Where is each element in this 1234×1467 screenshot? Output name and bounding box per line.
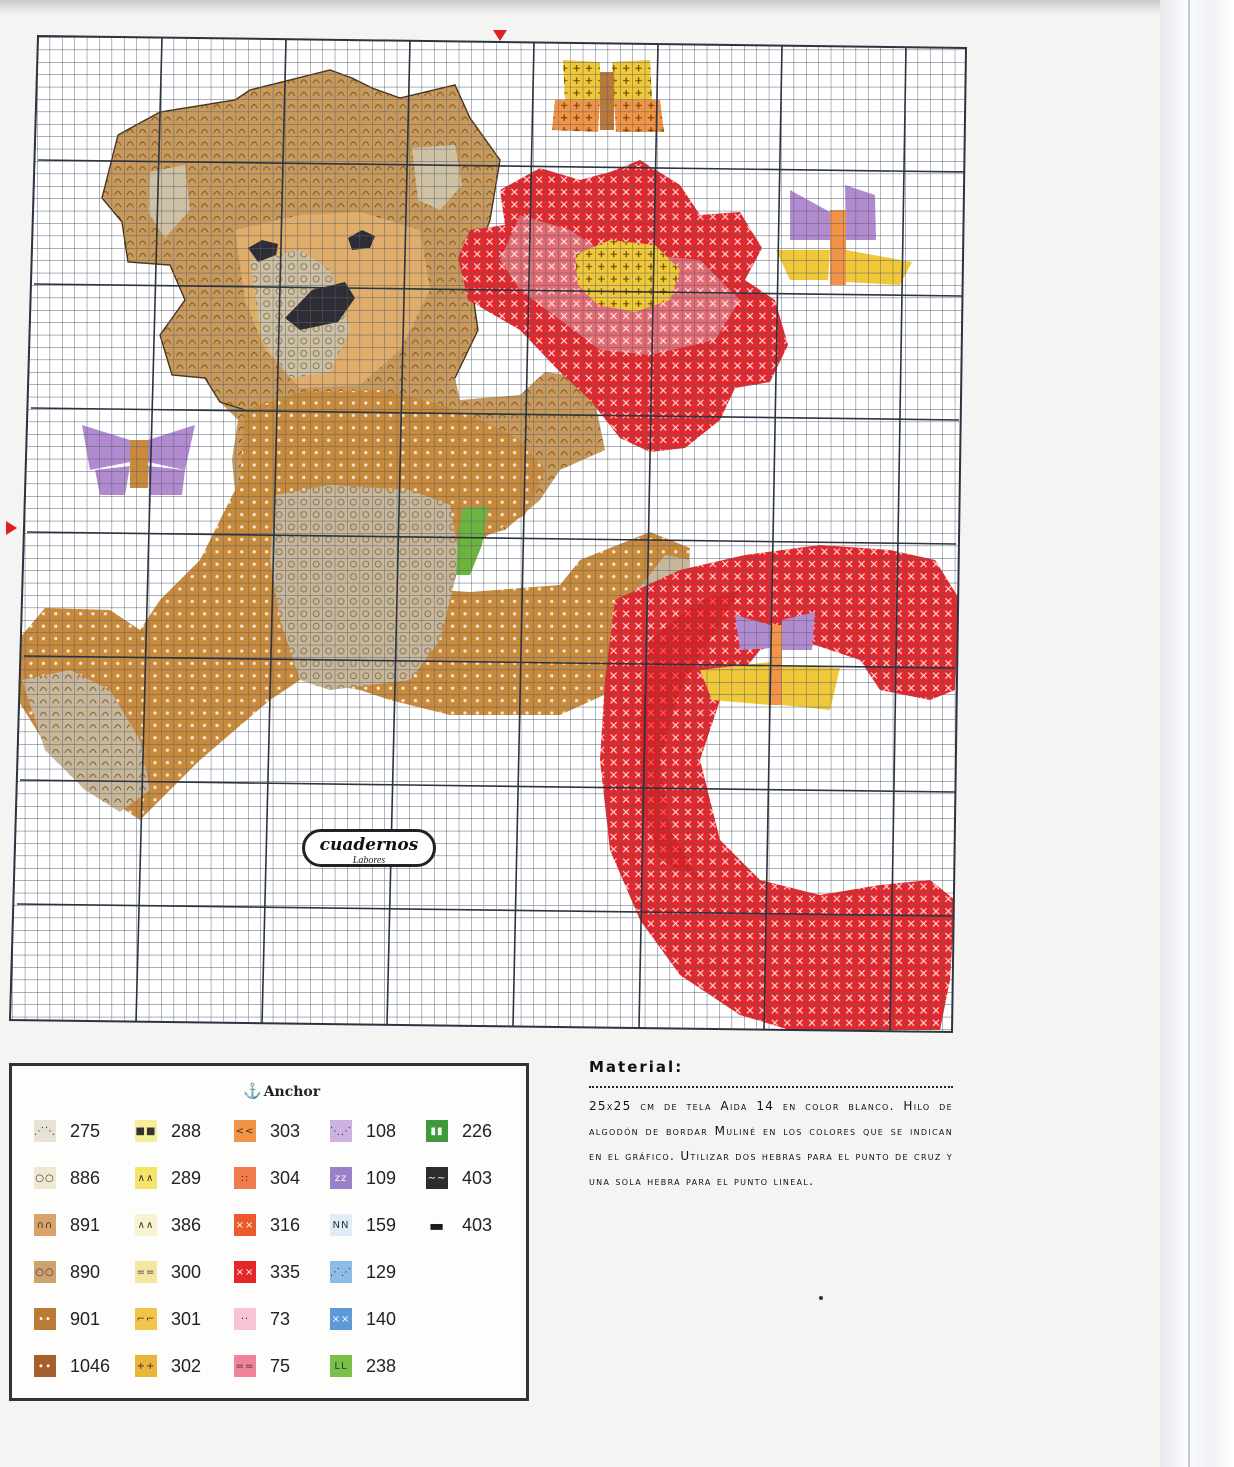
key-item — [34, 1306, 100, 1332]
thread-code: 226 — [462, 1120, 493, 1141]
swatch-0-1 — [135, 1120, 157, 1142]
swatch-0-0 — [34, 1120, 56, 1142]
thread-code: 403 — [462, 1167, 493, 1188]
symbol-icon: NN — [332, 1219, 350, 1231]
swatch-0-3 — [330, 1120, 352, 1142]
thread-code: 238 — [366, 1355, 397, 1376]
key-item — [330, 1306, 396, 1332]
logo-line-1: cuadernos — [319, 835, 419, 855]
swatch-1-4 — [426, 1167, 448, 1189]
material-text: 25x25 cm de tela Aida 14 en color blanco. Hilo de algodón de bordar Muliné en los colores que se indican en el gráfico. Utilizar dos hebras para el punto de cruz y una sola hebra para el punto lineal. — [589, 1099, 953, 1188]
thread-code: 1046 — [70, 1355, 111, 1376]
symbol-icon: ⋱⋰ — [330, 1125, 352, 1137]
key-item — [234, 1353, 290, 1379]
dotted-divider — [589, 1086, 953, 1088]
symbol-icon: ·· — [240, 1313, 250, 1325]
symbol-icon: ×× — [331, 1313, 351, 1325]
symbol-icon: ∩∩ — [36, 1219, 54, 1231]
key-item — [330, 1118, 396, 1144]
swatch-5-0 — [34, 1355, 56, 1377]
material-section — [589, 1058, 953, 1194]
thread-code: 129 — [366, 1261, 397, 1282]
swatch-4-3 — [330, 1308, 352, 1330]
swatch-5-1 — [135, 1355, 157, 1377]
publisher-logo — [302, 829, 436, 867]
symbol-icon: ∙∙ — [37, 1360, 53, 1372]
swatch-2-2 — [234, 1214, 256, 1236]
thread-code: 316 — [270, 1214, 301, 1235]
symbol-icon: ⋰⋰ — [330, 1266, 352, 1278]
key-item — [135, 1165, 201, 1191]
key-item — [234, 1118, 300, 1144]
thread-code: 403 — [462, 1214, 493, 1235]
thread-code: 886 — [70, 1167, 101, 1188]
swatch-4-1 — [135, 1308, 157, 1330]
swatch-2-4 — [426, 1214, 448, 1236]
symbol-icon: zz — [334, 1172, 348, 1184]
key-item — [330, 1165, 396, 1191]
key-item — [234, 1259, 300, 1285]
thread-code: 275 — [70, 1120, 101, 1141]
symbol-icon: << — [235, 1125, 255, 1137]
thread-code: 75 — [270, 1355, 291, 1376]
symbol-icon: ×× — [235, 1266, 255, 1278]
thread-code: 304 — [270, 1167, 301, 1188]
key-item — [34, 1118, 100, 1144]
symbol-icon: ⌐⌐ — [136, 1313, 156, 1325]
key-item — [426, 1165, 492, 1191]
key-item — [330, 1212, 396, 1238]
key-item — [426, 1118, 492, 1144]
swatch-0-4 — [426, 1120, 448, 1142]
symbol-icon: == — [235, 1360, 255, 1372]
swatch-1-2 — [234, 1167, 256, 1189]
logo-line-2: Labores — [352, 855, 386, 866]
thread-code: 73 — [270, 1308, 291, 1329]
swatch-2-1 — [135, 1214, 157, 1236]
thread-code: 891 — [70, 1214, 101, 1235]
key-item — [135, 1353, 201, 1379]
thread-code: 302 — [171, 1355, 202, 1376]
symbol-icon: ○○ — [35, 1266, 55, 1278]
center-marker-left — [6, 521, 17, 535]
stray-dot — [819, 1296, 823, 1300]
key-item — [34, 1165, 100, 1191]
swatch-2-3 — [330, 1214, 352, 1236]
thread-code: 301 — [171, 1308, 202, 1329]
key-item — [234, 1212, 300, 1238]
material-title: Material: — [589, 1058, 684, 1076]
key-item — [34, 1259, 100, 1285]
symbol-icon: •• — [38, 1313, 52, 1325]
thread-code: 300 — [171, 1261, 202, 1282]
thread-code: 335 — [270, 1261, 301, 1282]
thread-code: 288 — [171, 1120, 202, 1141]
swatch-1-1 — [135, 1167, 157, 1189]
key-item — [34, 1353, 110, 1379]
symbol-icon: LL — [334, 1360, 348, 1372]
swatch-5-3 — [330, 1355, 352, 1377]
key-item — [135, 1306, 201, 1332]
swatch-5-2 — [234, 1355, 256, 1377]
center-marker-top — [493, 30, 507, 41]
swatch-3-2 — [234, 1261, 256, 1283]
thread-code: 386 — [171, 1214, 202, 1235]
symbol-icon: ×× — [235, 1219, 255, 1231]
anchor-icon: ⚓ — [243, 1082, 262, 1100]
symbol-icon: ++ — [136, 1360, 156, 1372]
color-key — [9, 1063, 529, 1401]
thread-code: 159 — [366, 1214, 397, 1235]
key-item — [135, 1259, 201, 1285]
symbol-icon: :: — [240, 1172, 250, 1184]
swatch-3-1 — [135, 1261, 157, 1283]
thread-code: 108 — [366, 1120, 397, 1141]
symbol-icon: ∧∧ — [137, 1219, 155, 1231]
symbol-icon: == — [136, 1266, 156, 1278]
key-item — [330, 1259, 396, 1285]
swatch-1-3 — [330, 1167, 352, 1189]
swatch-3-0 — [34, 1261, 56, 1283]
swatch-4-2 — [234, 1308, 256, 1330]
thread-code: 140 — [366, 1308, 397, 1329]
key-item — [135, 1212, 201, 1238]
key-item — [234, 1165, 300, 1191]
swatch-4-0 — [34, 1308, 56, 1330]
key-item — [234, 1306, 290, 1332]
key-item — [34, 1212, 100, 1238]
symbol-icon: ∧∧ — [137, 1172, 155, 1184]
key-item — [330, 1353, 396, 1379]
symbol-icon: ∼∼ — [427, 1172, 447, 1184]
thread-brand — [243, 1082, 320, 1100]
key-item — [135, 1118, 201, 1144]
swatch-3-3 — [330, 1261, 352, 1283]
thread-code: 109 — [366, 1167, 397, 1188]
symbol-icon: ■■ — [135, 1125, 157, 1137]
swatch-1-0 — [34, 1167, 56, 1189]
thread-brand-name: Anchor — [263, 1084, 321, 1100]
symbol-icon: ▮▮ — [430, 1125, 444, 1137]
symbol-icon: ○○ — [35, 1172, 55, 1184]
thread-code: 890 — [70, 1261, 101, 1282]
swatch-2-0 — [34, 1214, 56, 1236]
key-item — [426, 1212, 492, 1238]
symbol-icon: ⋰⋱ — [34, 1125, 56, 1137]
thread-code: 901 — [70, 1308, 101, 1329]
thread-code: 303 — [270, 1120, 301, 1141]
thread-code: 289 — [171, 1167, 202, 1188]
swatch-0-2 — [234, 1120, 256, 1142]
symbol-icon: ▬ — [428, 1215, 446, 1235]
